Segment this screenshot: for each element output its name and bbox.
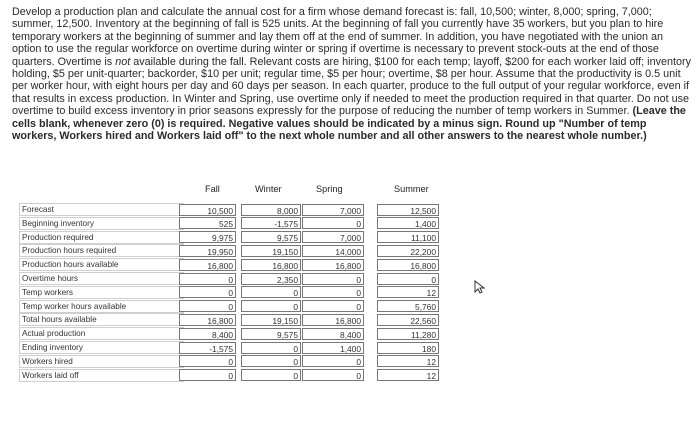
header-summer: Summer — [394, 184, 429, 194]
value-cell-spring[interactable]: 1,400 — [302, 342, 364, 354]
value-cell-summer[interactable]: 12 — [377, 355, 439, 367]
row-label: Temp workers — [19, 286, 184, 299]
row-label: Production hours available — [19, 258, 184, 271]
value-cell-fall[interactable]: 10,500 — [179, 204, 236, 216]
value-cell-summer[interactable]: 12 — [377, 286, 439, 298]
value-cell-summer[interactable]: 22,560 — [377, 314, 439, 326]
row-label: Production required — [19, 231, 184, 244]
value-cell-fall[interactable]: 525 — [179, 217, 236, 229]
row-label: Workers laid off — [19, 369, 184, 382]
value-cell-summer[interactable]: 1,400 — [377, 217, 439, 229]
value-cell-winter[interactable]: 2,350 — [241, 273, 301, 285]
value-cell-summer[interactable]: 11,280 — [377, 328, 439, 340]
value-cell-spring[interactable]: 0 — [302, 369, 364, 381]
value-cell-fall[interactable]: 16,800 — [179, 314, 236, 326]
problem-part-1: Develop a production plan and calculate the annual cost for a firm whose demand forecast is: fall, 10,500; winter, 8,000; spring, 7,000; summer, 12,500. Inventory at the beginning of fall is 525 units. At the beginning of fall you currently have 35 workers, but you plan to hire temporary workers at the beginning of summer and lay them off at the end of summer. In addition, you have negotiated with the union an option to use the regular workforce on overtime during winter or spring if overtime is necessary to prevent stock-outs at the end of those quarters. Overtime is — [12, 6, 664, 68]
value-cell-fall[interactable]: -1,575 — [179, 342, 236, 354]
value-cell-winter[interactable]: 19,150 — [241, 245, 301, 257]
value-cell-fall[interactable]: 9,975 — [179, 231, 236, 243]
row-label: Overtime hours — [19, 272, 184, 285]
value-cell-winter[interactable]: 0 — [241, 342, 301, 354]
row-label: Beginning inventory — [19, 217, 184, 230]
value-cell-fall[interactable]: 0 — [179, 286, 236, 298]
problem-part-2: available during the fall. Relevant costs are hiring, $100 for each temp; layoff, $200 for each worker laid off; inventory holding, $5 per unit-quarter; backorder, $10 per unit; regular time, $5 per hour; overtime, $8 per hour. Assume that the productivity is 0.5 unit per worker hour, with eight hours per day and 60 days per season. In each quarter, produce to the full output of your regular workforce, even if that results in excess production. In Winter and Spring, use overtime only if needed to meet the production required in that quarter. Do not use overtime to build excess inventory in prior seasons expressly for the purpose of reducing the number of temp workers in Summer. — [12, 55, 691, 118]
row-label: Production hours required — [19, 244, 184, 257]
value-cell-fall[interactable]: 16,800 — [179, 259, 236, 271]
value-cell-spring[interactable]: 8,400 — [302, 328, 364, 340]
value-cell-winter[interactable]: 0 — [241, 355, 301, 367]
value-cell-spring[interactable]: 0 — [302, 273, 364, 285]
header-spring: Spring — [316, 184, 343, 194]
value-cell-spring[interactable]: 7,000 — [302, 231, 364, 243]
problem-emphasis: not — [115, 55, 131, 68]
value-cell-spring[interactable]: 0 — [302, 355, 364, 367]
value-cell-spring[interactable]: 0 — [302, 286, 364, 298]
header-fall: Fall — [205, 184, 220, 194]
value-cell-summer[interactable]: 180 — [377, 342, 439, 354]
problem-statement — [12, 6, 692, 142]
value-cell-spring[interactable]: 7,000 — [302, 204, 364, 216]
row-label: Total hours available — [19, 313, 184, 326]
value-cell-spring[interactable]: 0 — [302, 300, 364, 312]
header-winter: Winter — [255, 184, 282, 194]
value-cell-fall[interactable]: 0 — [179, 369, 236, 381]
value-cell-summer[interactable]: 11,100 — [377, 231, 439, 243]
value-cell-spring[interactable]: 0 — [302, 217, 364, 229]
row-label: Temp worker hours available — [19, 300, 184, 313]
value-cell-winter[interactable]: 16,800 — [241, 259, 301, 271]
mouse-cursor-icon — [474, 280, 486, 294]
value-cell-winter[interactable]: -1,575 — [241, 217, 301, 229]
value-cell-spring[interactable]: 14,000 — [302, 245, 364, 257]
value-cell-summer[interactable]: 16,800 — [377, 259, 439, 271]
value-cell-summer[interactable]: 12 — [377, 369, 439, 381]
row-label: Workers hired — [19, 355, 184, 368]
value-cell-summer[interactable]: 12,500 — [377, 204, 439, 216]
row-label: Ending inventory — [19, 341, 184, 354]
value-cell-winter[interactable]: 0 — [241, 286, 301, 298]
value-cell-spring[interactable]: 16,800 — [302, 259, 364, 271]
value-cell-winter[interactable]: 8,000 — [241, 204, 301, 216]
value-cell-fall[interactable]: 8,400 — [179, 328, 236, 340]
value-cell-summer[interactable]: 5,760 — [377, 300, 439, 312]
value-cell-fall[interactable]: 0 — [179, 355, 236, 367]
row-label: Actual production — [19, 327, 184, 340]
value-cell-spring[interactable]: 16,800 — [302, 314, 364, 326]
value-cell-winter[interactable]: 9,575 — [241, 231, 301, 243]
problem-instructions: (Leave the cells blank, whenever zero (0) is required. Negative values should be indicated by a minus sign. Round up "Number of temp workers, Workers hired and Workers laid off" to the next whole number and all other answers to the nearest whole number.) — [12, 105, 686, 143]
value-cell-fall[interactable]: 19,950 — [179, 245, 236, 257]
value-cell-winter[interactable]: 19,150 — [241, 314, 301, 326]
problem-text — [12, 6, 692, 142]
value-cell-winter[interactable]: 9,575 — [241, 328, 301, 340]
value-cell-fall[interactable]: 0 — [179, 273, 236, 285]
value-cell-winter[interactable]: 0 — [241, 300, 301, 312]
value-cell-winter[interactable]: 0 — [241, 369, 301, 381]
value-cell-summer[interactable]: 0 — [377, 273, 439, 285]
value-cell-fall[interactable]: 0 — [179, 300, 236, 312]
row-label: Forecast — [19, 203, 184, 216]
value-cell-summer[interactable]: 22,200 — [377, 245, 439, 257]
production-plan-table — [19, 183, 439, 423]
